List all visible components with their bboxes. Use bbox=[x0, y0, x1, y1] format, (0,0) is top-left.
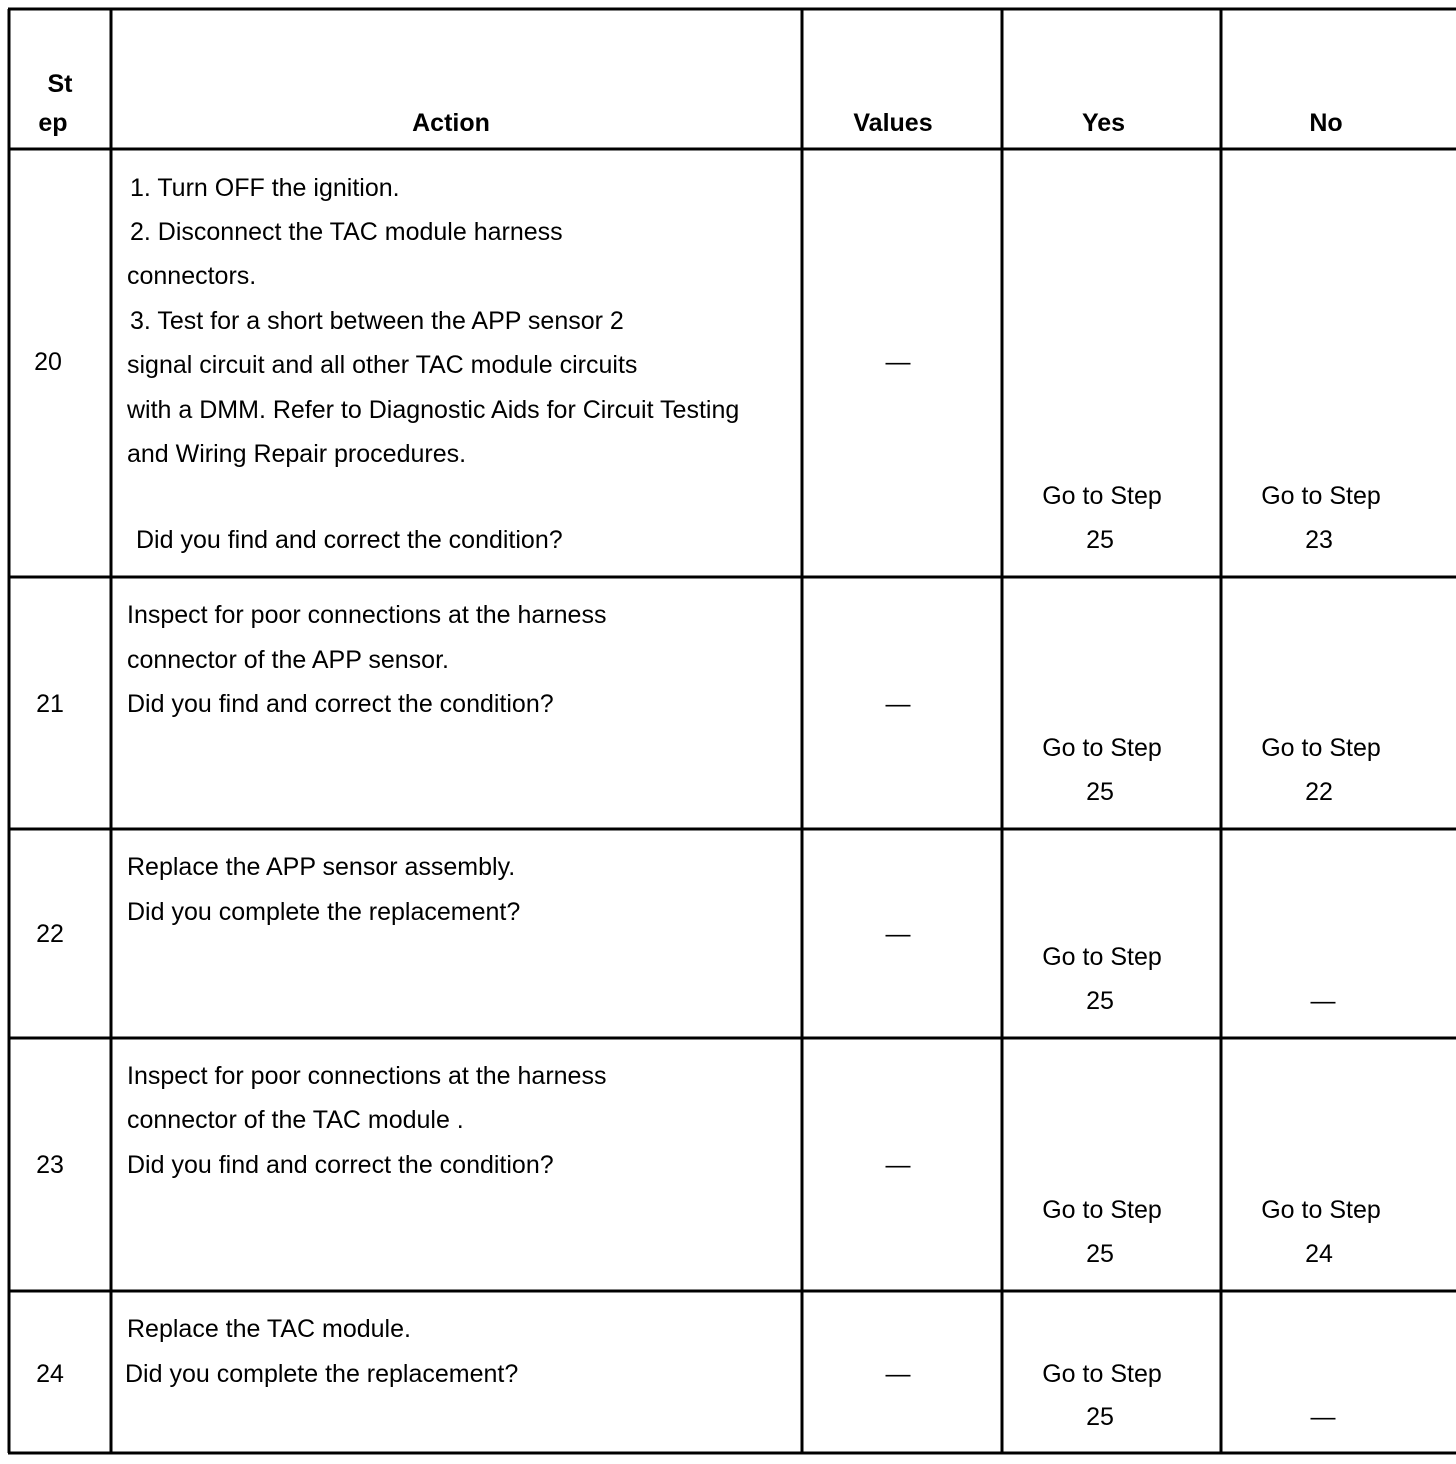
action-question: Did you find and correct the condition? bbox=[136, 526, 563, 554]
action-question: Did you find and correct the condition? bbox=[127, 690, 554, 718]
yes-goto: Go to Step bbox=[1042, 1360, 1162, 1388]
header-yes: Yes bbox=[1081, 109, 1126, 137]
no-dash: — bbox=[1310, 987, 1336, 1015]
values-dash: — bbox=[885, 690, 911, 718]
action-line: Replace the APP sensor assembly. bbox=[127, 853, 516, 881]
step-number: 21 bbox=[36, 690, 64, 718]
action-line: 1. Turn OFF the ignition. bbox=[130, 174, 400, 202]
no-step-number: 23 bbox=[1305, 526, 1333, 554]
no-goto: Go to Step bbox=[1261, 1196, 1381, 1224]
action-line: Inspect for poor connections at the harness bbox=[127, 1062, 607, 1090]
step-number: 20 bbox=[34, 348, 62, 376]
action-line: connector of the APP sensor. bbox=[127, 646, 449, 674]
step-number: 22 bbox=[36, 920, 64, 948]
action-line: connectors. bbox=[127, 262, 257, 290]
action-line: Replace the TAC module. bbox=[127, 1315, 411, 1343]
yes-goto: Go to Step bbox=[1042, 943, 1162, 971]
no-step-number: 22 bbox=[1305, 778, 1333, 806]
action-line: and Wiring Repair procedures. bbox=[127, 440, 467, 468]
action-question: Did you find and correct the condition? bbox=[127, 1151, 554, 1179]
yes-step-number: 25 bbox=[1086, 526, 1114, 554]
action-line: 2. Disconnect the TAC module harness bbox=[130, 218, 563, 246]
no-step-number: 24 bbox=[1305, 1240, 1333, 1268]
action-line: connector of the TAC module . bbox=[127, 1106, 464, 1134]
yes-step-number: 25 bbox=[1086, 1403, 1114, 1431]
yes-step-number: 25 bbox=[1086, 987, 1114, 1015]
step-number: 24 bbox=[36, 1360, 64, 1388]
action-question: Did you complete the replacement? bbox=[127, 898, 521, 926]
no-goto: Go to Step bbox=[1261, 482, 1381, 510]
values-dash: — bbox=[885, 348, 911, 376]
yes-goto: Go to Step bbox=[1042, 734, 1162, 762]
yes-step-number: 25 bbox=[1086, 778, 1114, 806]
yes-goto: Go to Step bbox=[1042, 1196, 1162, 1224]
header-step: St bbox=[47, 70, 73, 98]
header-no: No bbox=[1309, 109, 1343, 137]
action-line: 3. Test for a short between the APP sensor 2 bbox=[130, 307, 624, 335]
yes-step-number: 25 bbox=[1086, 1240, 1114, 1268]
values-dash: — bbox=[885, 1151, 911, 1179]
action-line: Inspect for poor connections at the harness bbox=[127, 601, 607, 629]
yes-goto: Go to Step bbox=[1042, 482, 1162, 510]
values-dash: — bbox=[885, 920, 911, 948]
header-values: Values bbox=[853, 109, 933, 137]
header-step-cont: ep bbox=[38, 109, 68, 137]
action-line: signal circuit and all other TAC module circuits bbox=[127, 351, 638, 379]
values-dash: — bbox=[885, 1360, 911, 1388]
action-question: Did you complete the replacement? bbox=[125, 1360, 519, 1388]
no-dash: — bbox=[1310, 1403, 1336, 1431]
no-goto: Go to Step bbox=[1261, 734, 1381, 762]
header-action: Action bbox=[412, 109, 490, 137]
action-line: with a DMM. Refer to Diagnostic Aids for Circuit Testing bbox=[127, 396, 740, 424]
step-number: 23 bbox=[36, 1151, 64, 1179]
